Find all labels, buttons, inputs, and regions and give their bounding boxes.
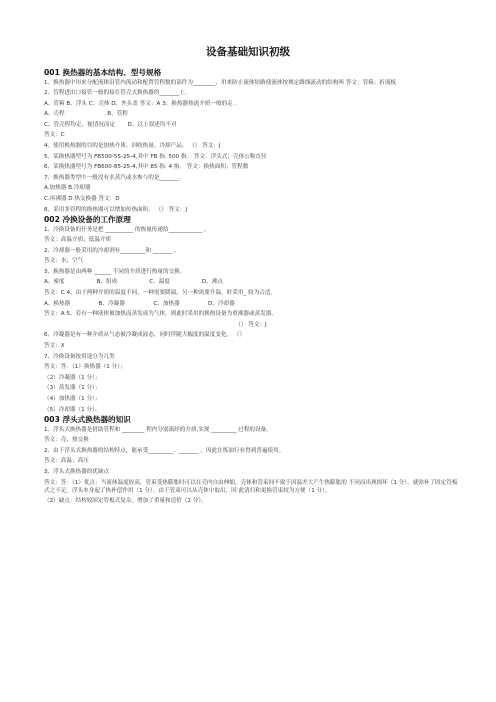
text-line: 1、冷换设备的任务是把 __________ 的热量传递给____________ 。 [44, 226, 210, 233]
text-line: （4）加热器（1 分）； [44, 396, 101, 403]
text-line: 1、浮头式换热器是借助管程和 ________ 程内分别流经的介质,实现 _________ 过程的设备。 [44, 426, 272, 433]
text-line: 2、管程进出口接管一般的接在管壳式换热器的_______上。 [44, 89, 191, 96]
text-line: 答文：答：（1）换热器（1 分）； [44, 364, 126, 371]
document-body [44, 68, 458, 507]
text-line: 3、浮头式换热器的优缺点 [44, 468, 110, 475]
text-line: 答文：壳；热交换 [44, 437, 89, 444]
text-line: （5）冷却器（1 分）。 [44, 406, 101, 413]
text-line: 答文：水；空气 [44, 258, 84, 265]
text-line: 2、冷却器一般采用的冷却剂有_________和 _______ 。 [44, 247, 180, 254]
text-line: 4、使用换热器的目的是加热介质、回收热量、冷却产品。 （） 答文：J [44, 142, 221, 149]
text-line: 7、换热器类型中一般没有水蒸汽或水参与的是_______。 [44, 174, 185, 181]
text-line: C、管壳程均走，视情况而定 D、以上叙述均不对 [44, 121, 177, 128]
text-line: 答文：答：（1）优点：当流体温度较高，管束受热膨胀时可以在壳内自由伸缩，壳体和管束间不致于因温差大产生热膨胀的 不同而出现损坏（1 分），就弥补了固定管板式之不足，浮头本身起了热补偿作用（1 分）。由于管束可以从壳体中取出，因 此清扫和更换管束较为方便（1 分）。 [44, 479, 458, 494]
text-line: 6、某换热器型号为 FB600-85-25-4,其中 85 指. 4 指。 答文：换热面积；管程数 [44, 164, 249, 171]
text-line: A、密度 B、组成 C、温度 D、沸点 [44, 279, 224, 286]
text-line: A、管箱 B、浮头 C、壳体 D、外头盖 答文：A 3、换热器热流介质一般的走 。 [44, 100, 241, 107]
text-line: （2）缺点：结构较固定管板式复杂。增加了重量和造价（2 分）。 [44, 498, 207, 505]
text-line: 6、冷凝器是有一种介质从气态被冷凝成液态，同时伴随大幅度的温度变化。 （） [44, 332, 246, 339]
text-line: 1、换热器中用来分配流体沿管内流动和配置管程数的部件为________、用来防止流体短路使流体按规定路线流动的结构叫 答文：管箱；折流板 [44, 79, 397, 86]
text-line: 答文：C 4、由于两种介质的温度不同，一种需要降温，另一种需要升温，时采用_ 较为合适。 [44, 290, 276, 297]
text-line: 5、某换热器型号为 FB500-55-25-4,其中 FB 指. 500 指。 答文：浮头式；壳体公称直径 [44, 153, 267, 160]
section-heading: 001 换热器的基本结构、型号规格 [44, 68, 162, 77]
text-line: （2）冷凝器（1 分）； [44, 374, 101, 381]
text-line: A、壳程 B、管程 [44, 111, 128, 118]
text-line: （3）蒸发器（1 分）； [44, 385, 101, 392]
text-line: C.再沸器 D.热交换器 答文：D [44, 195, 120, 202]
text-line: 答文：A 5、若有一种液体被加热而蒸发成为气体，则此时采用的换热设备为重沸器或蒸发器。 [44, 311, 277, 318]
text-line: 8、采用多管程的换热器可以增加传热面积。 （） 答文：J [44, 206, 188, 213]
text-line: A、换热器 B、冷凝器 C、加热器 D、冷却器 [44, 300, 235, 307]
text-line: 2、由于浮头式换热器的结构特点，能承受_________、_______ ，因此在炼油行业得到普遍使用。 [44, 447, 285, 454]
document-title: 设备基础知识初级 [206, 46, 290, 58]
text-line: （） 答文：J [235, 321, 267, 328]
text-line: 答文：C [44, 132, 65, 139]
text-line: 答文：高温介质；低温介质 [44, 237, 112, 244]
text-line: 答文：高温；高压 [44, 458, 89, 465]
text-line: 答文：X [44, 343, 65, 350]
text-line: A.加热器 B.冷却器 [44, 185, 91, 192]
section-heading: 003 浮头式换热器的知识 [44, 415, 131, 425]
text-line: 7、冷换设备按用途分为几类 [44, 353, 115, 360]
text-line: 3、换热器是由两种 ______ 不同的介质进行热量的交换。 [44, 268, 186, 275]
section-heading: 002 冷换设备的工作原理 [44, 215, 131, 225]
